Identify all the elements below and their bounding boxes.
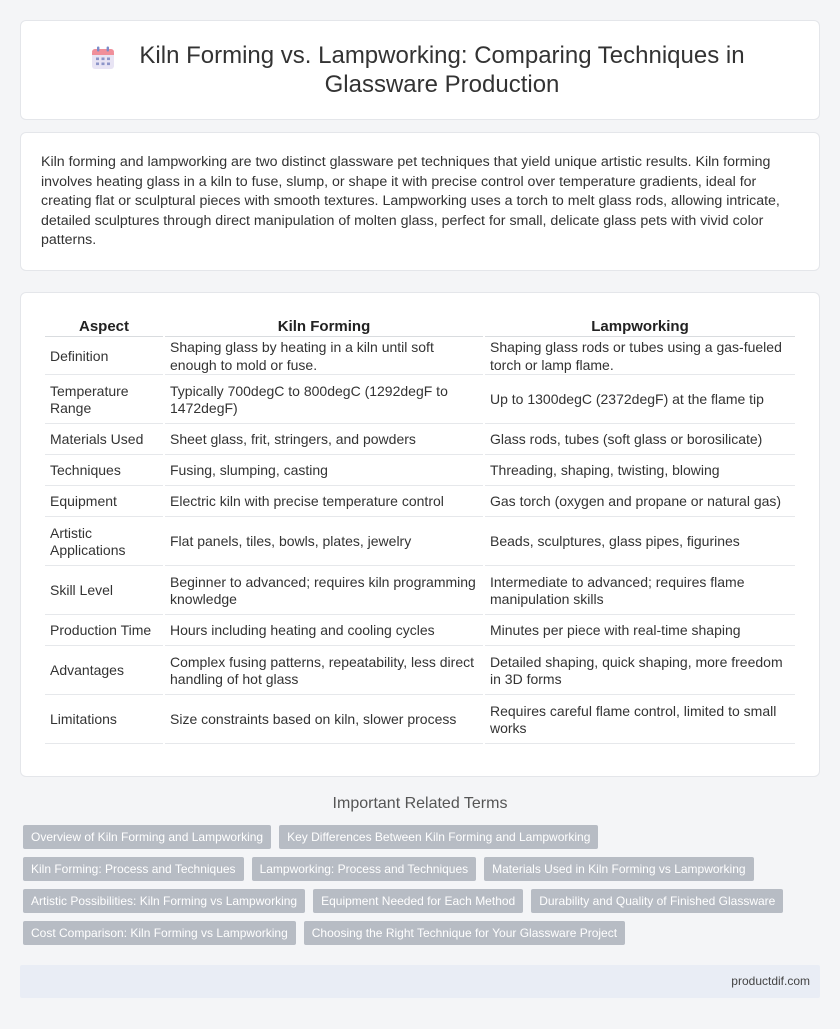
related-term-link[interactable]: Choosing the Right Technique for Your Glassware Project <box>304 921 625 945</box>
footer-site-name: productdif.com <box>731 974 810 988</box>
table-cell-kiln-forming: Sheet glass, frit, stringers, and powders <box>165 426 483 455</box>
related-terms-section <box>20 795 820 945</box>
table-cell-kiln-forming: Hours including heating and cooling cycles <box>165 617 483 646</box>
table-cell-kiln-forming: Complex fusing patterns, repeatability, less direct handling of hot glass <box>165 648 483 695</box>
table-row <box>45 426 795 455</box>
table-cell-lampworking: Minutes per piece with real-time shaping <box>485 617 795 646</box>
table-cell-aspect: Techniques <box>45 457 163 486</box>
table-row <box>45 697 795 744</box>
table-row <box>45 488 795 517</box>
related-term-link[interactable]: Key Differences Between Kiln Forming and Lampworking <box>279 825 598 849</box>
table-cell-lampworking: Threading, shaping, twisting, blowing <box>485 457 795 486</box>
related-term-link[interactable]: Durability and Quality of Finished Glassware <box>531 889 783 913</box>
table-cell-aspect: Definition <box>45 339 163 375</box>
table-row <box>45 457 795 486</box>
table-cell-aspect: Advantages <box>45 648 163 695</box>
footer <box>20 965 820 998</box>
related-term-link[interactable]: Kiln Forming: Process and Techniques <box>23 857 244 881</box>
table-cell-kiln-forming: Electric kiln with precise temperature control <box>165 488 483 517</box>
table-cell-aspect: Production Time <box>45 617 163 646</box>
calendar-icon <box>90 45 116 71</box>
table-cell-aspect: Equipment <box>45 488 163 517</box>
table-cell-kiln-forming: Fusing, slumping, casting <box>165 457 483 486</box>
table-header-row <box>45 315 795 337</box>
table-cell-kiln-forming: Size constraints based on kiln, slower process <box>165 697 483 744</box>
table-cell-kiln-forming: Beginner to advanced; requires kiln programming knowledge <box>165 568 483 615</box>
table-cell-aspect: Artistic Applications <box>45 519 163 566</box>
table-cell-lampworking: Intermediate to advanced; requires flame manipulation skills <box>485 568 795 615</box>
table-row <box>45 519 795 566</box>
table-cell-lampworking: Up to 1300degC (2372degF) at the flame tip <box>485 377 795 424</box>
table-cell-lampworking: Requires careful flame control, limited to small works <box>485 697 795 744</box>
table-cell-aspect: Skill Level <box>45 568 163 615</box>
table-row <box>45 648 795 695</box>
table-cell-lampworking: Beads, sculptures, glass pipes, figurines <box>485 519 795 566</box>
comparison-table-card <box>20 292 820 777</box>
related-term-link[interactable]: Lampworking: Process and Techniques <box>252 857 477 881</box>
table-cell-kiln-forming: Typically 700degC to 800degC (1292degF to 1472degF) <box>165 377 483 424</box>
table-row <box>45 339 795 375</box>
table-cell-lampworking: Shaping glass rods or tubes using a gas-fueled torch or lamp flame. <box>485 339 795 375</box>
related-term-link[interactable]: Materials Used in Kiln Forming vs Lampworking <box>484 857 753 881</box>
comparison-table <box>43 313 797 746</box>
related-term-link[interactable]: Overview of Kiln Forming and Lampworking <box>23 825 271 849</box>
table-cell-lampworking: Gas torch (oxygen and propane or natural gas) <box>485 488 795 517</box>
related-terms-title: Important Related Terms <box>332 795 508 812</box>
related-term-link[interactable]: Artistic Possibilities: Kiln Forming vs Lampworking <box>23 889 305 913</box>
header-card <box>20 20 820 120</box>
page-title: Kiln Forming vs. Lampworking: Comparing Techniques in Glassware Production <box>139 42 745 98</box>
related-term-link[interactable]: Equipment Needed for Each Method <box>313 889 523 913</box>
column-header-lampworking: Lampworking <box>485 315 795 337</box>
intro-text: Kiln forming and lampworking are two distinct glassware pet techniques that yield unique artistic results. Kiln forming involves heating glass in a kiln to fuse, slump, or shape it with precise control over temperature gradients, ideal for creating flat or sculptural pieces with smooth textures. Lampworking uses a torch to melt glass rods, allowing intricate, detailed sculptures through direct manipulation of molten glass, perfect for small, delicate glass pets with vivid color patterns. <box>41 154 780 249</box>
related-terms-tags <box>20 825 820 945</box>
table-cell-aspect: Limitations <box>45 697 163 744</box>
column-header-kiln-forming: Kiln Forming <box>165 315 483 337</box>
table-cell-aspect: Materials Used <box>45 426 163 455</box>
table-row <box>45 377 795 424</box>
related-term-link[interactable]: Cost Comparison: Kiln Forming vs Lampworking <box>23 921 296 945</box>
table-row <box>45 617 795 646</box>
table-row <box>45 568 795 615</box>
table-cell-kiln-forming: Shaping glass by heating in a kiln until soft enough to mold or fuse. <box>165 339 483 375</box>
table-cell-lampworking: Glass rods, tubes (soft glass or borosilicate) <box>485 426 795 455</box>
intro-card <box>20 132 820 271</box>
table-cell-aspect: Temperature Range <box>45 377 163 424</box>
table-cell-kiln-forming: Flat panels, tiles, bowls, plates, jewelry <box>165 519 483 566</box>
column-header-aspect: Aspect <box>45 315 163 337</box>
table-cell-lampworking: Detailed shaping, quick shaping, more freedom in 3D forms <box>485 648 795 695</box>
